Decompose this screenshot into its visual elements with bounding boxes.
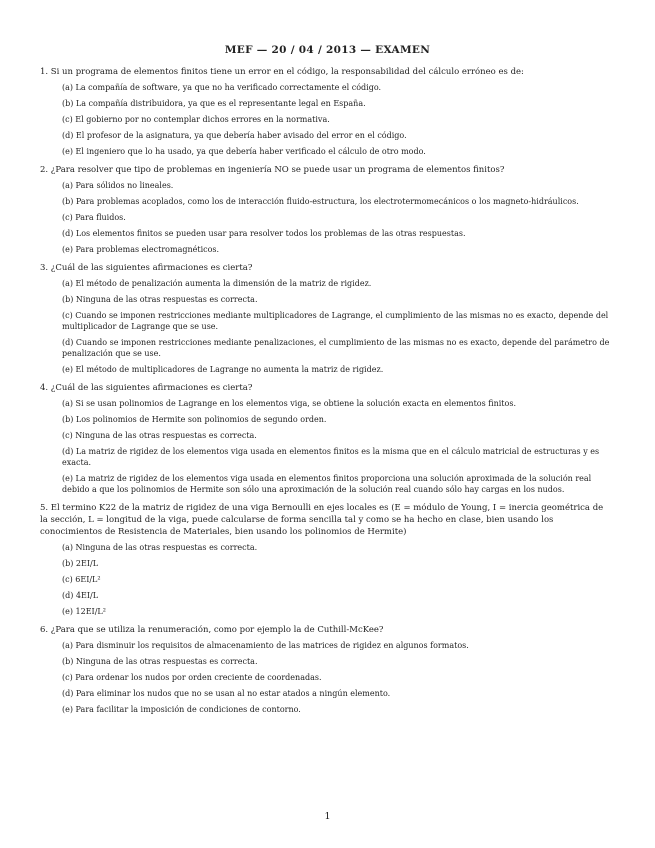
option-c: (c) Para fluidos.: [62, 213, 126, 222]
option-d: (d) La matriz de rigidez de los elementos viga usada en elementos finitos es la misma que en el cálculo matricial de estructuras y es exacta.: [62, 447, 600, 467]
question-stem: 6. ¿Para que se utiliza la renumeración, como por ejemplo la de Cuthill-McKee?: [40, 625, 384, 635]
option-a: (a) El método de penalización aumenta la dimensión de la matriz de rigidez.: [62, 279, 372, 288]
question-stem: 2. ¿Para resolver que tipo de problemas en ingeniería NO se puede usar un programa de elementos finitos?: [40, 165, 505, 175]
option-e: (e) La matriz de rigidez de los elementos viga usada en elementos finitos proporciona una solución aproximada de la solución real debido a que los polinomios de Hermite son sólo una aproximación de la solución real cuando sólo hay cargas en los nudos.: [62, 474, 592, 494]
question-4: [40, 382, 612, 495]
option-b: (b) Ninguna de las otras respuestas es correcta.: [62, 657, 258, 666]
option-b: (b) 2EI/L: [62, 559, 99, 568]
option-c: (c) Cuando se imponen restricciones mediante multiplicadores de Lagrange, el cumplimiento de las mismas no es exacto, depende del multiplicador de Lagrange que se use.: [62, 311, 609, 331]
option-c: (c) Ninguna de las otras respuestas es correcta.: [62, 431, 257, 440]
question-3: [40, 262, 612, 375]
option-b: (b) Ninguna de las otras respuestas es correcta.: [62, 295, 258, 304]
question-stem: 1. Si un programa de elementos finitos tiene un error en el código, la responsabilidad del cálculo erróneo es de:: [40, 67, 524, 77]
question-list: [40, 66, 612, 722]
option-e: (e) 12EI/L²: [62, 607, 106, 616]
option-b: (b) La compañía distribuidora, ya que es el representante legal en España.: [62, 99, 366, 108]
question-1: [40, 66, 612, 157]
option-d: (d) 4EI/L: [62, 591, 99, 600]
option-c: (c) Para ordenar los nudos por orden creciente de coordenadas.: [62, 673, 322, 682]
question-stem: 3. ¿Cuál de las siguientes afirmaciones es cierta?: [40, 263, 253, 273]
option-a: (a) Para sólidos no lineales.: [62, 181, 174, 190]
option-a: (a) Ninguna de las otras respuestas es correcta.: [62, 543, 258, 552]
option-d: (d) Para eliminar los nudos que no se usan al no estar atados a ningún elemento.: [62, 689, 391, 698]
option-c: (c) El gobierno por no contemplar dichos errores en la normativa.: [62, 115, 330, 124]
option-d: (d) El profesor de la asignatura, ya que debería haber avisado del error en el código.: [62, 131, 407, 140]
question-stem: 5. El termino K22 de la matriz de rigidez de una viga Bernoulli en ejes locales es (E = módulo de Young, I = inercia geométrica de la sección, L = longitud de la viga, puede calcularse de forma sencilla tal y como se ha hecho en clase, bien usando los conocimientos de Resistencia de Materiales, bien usando los polinomios de Hermite): [40, 503, 604, 537]
option-a: (a) Si se usan polinomios de Lagrange en los elementos viga, se obtiene la solución exacta en elementos finitos.: [62, 399, 516, 408]
option-d: (d) Los elementos finitos se pueden usar para resolver todos los problemas de las otras respuestas.: [62, 229, 466, 238]
option-b: (b) Para problemas acoplados, como los de interacción fluido-estructura, los electrotermomecánicos o los magneto-hidráulicos.: [62, 197, 579, 206]
option-d: (d) Cuando se imponen restricciones mediante penalizaciones, el cumplimiento de las mismas no es exacto, depende del parámetro de penalización que se use.: [62, 338, 610, 358]
option-e: (e) Para problemas electromagnéticos.: [62, 245, 220, 254]
question-stem: 4. ¿Cuál de las siguientes afirmaciones es cierta?: [40, 383, 253, 393]
question-5: [40, 502, 612, 617]
option-b: (b) Los polinomios de Hermite son polinomios de segundo orden.: [62, 415, 327, 424]
question-2: [40, 164, 612, 255]
page-number: 1: [324, 811, 331, 822]
question-6: [40, 624, 612, 715]
option-e: (e) El ingeniero que lo ha usado, ya que debería haber verificado el cálculo de otro modo.: [62, 147, 426, 156]
option-c: (c) 6EI/L²: [62, 575, 101, 584]
option-a: (a) La compañía de software, ya que no ha verificado correctamente el código.: [62, 83, 382, 92]
exam-title: MEF — 20 / 04 / 2013 — EXAMEN: [224, 44, 431, 56]
option-e: (e) Para facilitar la imposición de condiciones de contorno.: [62, 705, 301, 714]
option-e: (e) El método de multiplicadores de Lagrange no aumenta la matriz de rigidez.: [62, 365, 384, 374]
option-a: (a) Para disminuir los requisitos de almacenamiento de las matrices de rigidez en algunos formatos.: [62, 641, 469, 650]
